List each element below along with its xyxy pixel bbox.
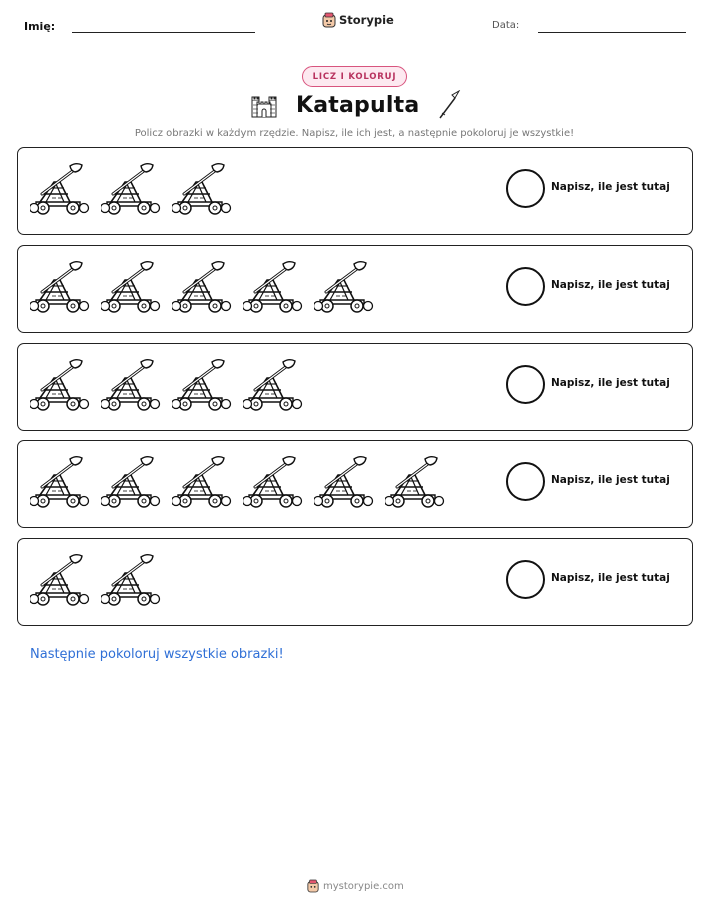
count-row-2 (17, 245, 693, 333)
row-pictures (30, 158, 232, 226)
catapult-icon[interactable] (172, 354, 232, 414)
date-label: Data: (492, 20, 520, 31)
name-field-line[interactable] (72, 32, 255, 33)
catapult-icon[interactable] (243, 256, 303, 316)
catapult-icon[interactable] (30, 256, 90, 316)
castle-icon (250, 92, 278, 118)
footer-brand (307, 879, 404, 893)
catapult-icon[interactable] (243, 354, 303, 414)
catapult-icon[interactable] (30, 158, 90, 218)
spear-icon (437, 90, 461, 120)
count-row-3 (17, 343, 693, 431)
answer-circle[interactable] (506, 169, 545, 208)
answer-label: Napisz, ile jest tutaj (551, 377, 670, 389)
catapult-icon[interactable] (314, 451, 374, 511)
catapult-icon[interactable] (101, 549, 161, 609)
footer-instruction: Następnie pokoloruj wszystkie obrazki! (30, 647, 284, 662)
title-row (250, 90, 461, 120)
catapult-icon[interactable] (385, 451, 445, 511)
count-row-4 (17, 440, 693, 528)
catapult-icon[interactable] (243, 451, 303, 511)
catapult-icon[interactable] (30, 549, 90, 609)
catapult-icon[interactable] (101, 451, 161, 511)
instructions: Policz obrazki w każdym rzędzie. Napisz, ile ich jest, a następnie pokoloruj je wszystkie! (134, 128, 575, 139)
catapult-icon[interactable] (172, 158, 232, 218)
catapult-icon[interactable] (172, 451, 232, 511)
answer-label: Napisz, ile jest tutaj (551, 279, 670, 291)
answer-circle[interactable] (506, 462, 545, 501)
row-pictures (30, 451, 445, 519)
catapult-icon[interactable] (30, 451, 90, 511)
page-title: Katapulta (296, 92, 420, 118)
brand-name: Storypie (339, 13, 394, 27)
catapult-icon[interactable] (314, 256, 374, 316)
answer-circle[interactable] (506, 365, 545, 404)
answer-label: Napisz, ile jest tutaj (551, 572, 670, 584)
catapult-icon[interactable] (101, 158, 161, 218)
storypie-logo-icon (322, 12, 336, 28)
row-pictures (30, 256, 374, 324)
answer-label: Napisz, ile jest tutaj (551, 181, 670, 193)
row-pictures (30, 354, 303, 422)
date-field-line[interactable] (538, 32, 686, 33)
answer-label: Napisz, ile jest tutaj (551, 474, 670, 486)
storypie-logo-icon (307, 879, 319, 893)
brand (322, 12, 394, 28)
catapult-icon[interactable] (30, 354, 90, 414)
catapult-icon[interactable] (101, 256, 161, 316)
activity-badge: LICZ I KOLORUJ (302, 66, 407, 87)
answer-circle[interactable] (506, 560, 545, 599)
footer-site[interactable]: mystorypie.com (323, 880, 404, 892)
name-label: Imię: (24, 20, 56, 33)
row-pictures (30, 549, 161, 617)
catapult-icon[interactable] (172, 256, 232, 316)
count-row-5 (17, 538, 693, 626)
answer-circle[interactable] (506, 267, 545, 306)
count-row-1 (17, 147, 693, 235)
catapult-icon[interactable] (101, 354, 161, 414)
